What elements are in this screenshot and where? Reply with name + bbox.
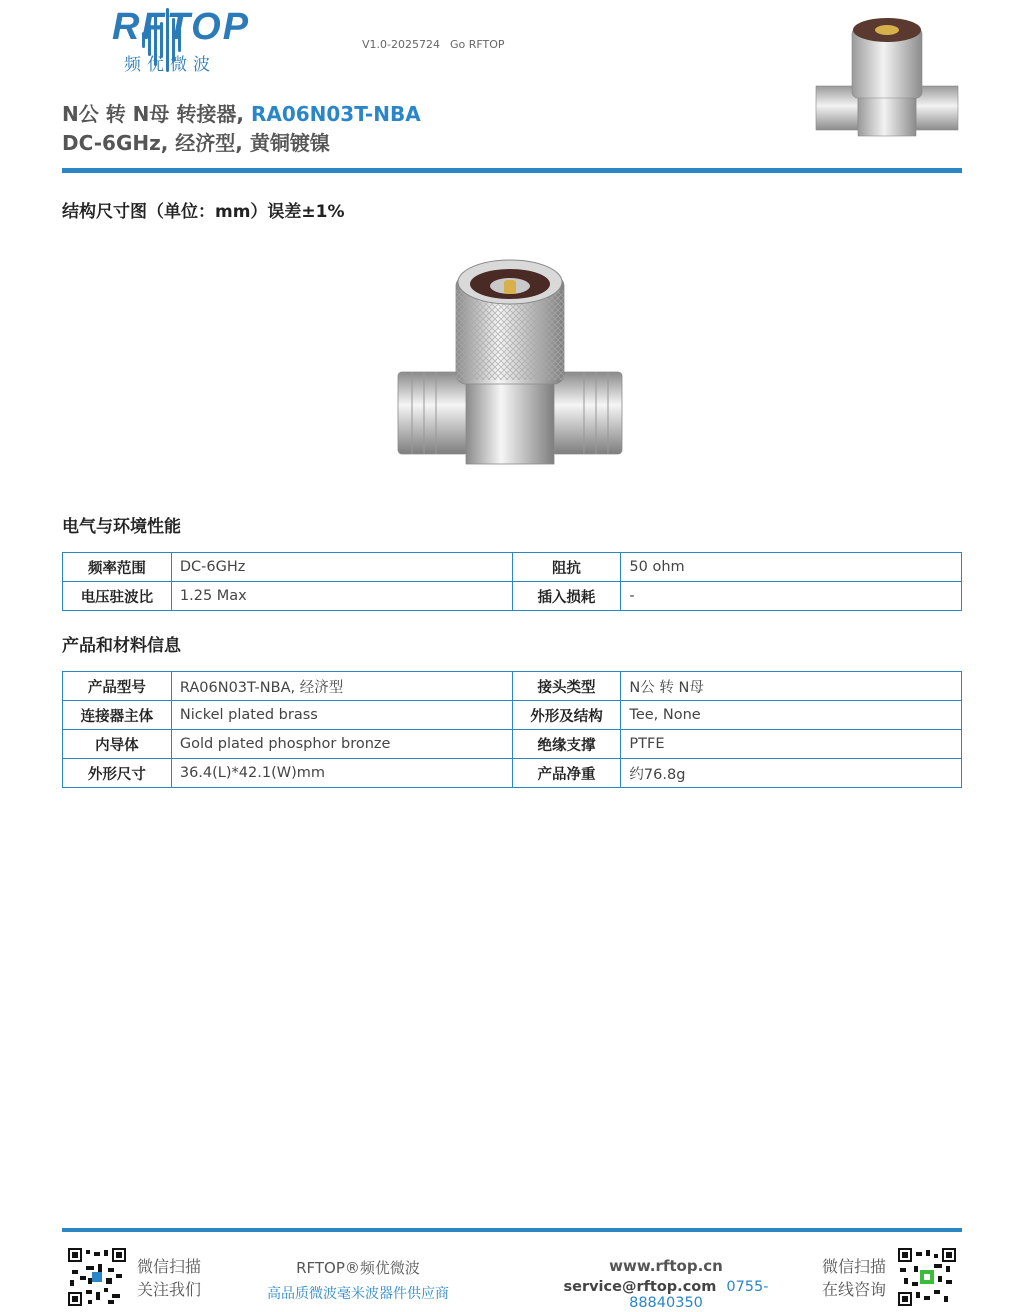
product-photo-image (390, 250, 630, 490)
header-divider (62, 168, 962, 173)
spec-value: 36.4(L)*42.1(W)mm (171, 759, 512, 788)
spec-label: 阻抗 (512, 553, 621, 582)
logo-text: RFTOP (112, 6, 251, 48)
footer-website-link[interactable]: www.rftop.cn (609, 1257, 723, 1275)
spec-value: 1.25 Max (171, 582, 512, 611)
spec-value: N公 转 N母 (621, 672, 962, 701)
spec-label: 电压驻波比 (63, 582, 172, 611)
spec-label: 内导体 (63, 730, 172, 759)
spec-value: Tee, None (621, 701, 962, 730)
footer-brand: RFTOP®频优微波 (296, 1259, 420, 1277)
spec-label: 连接器主体 (63, 701, 172, 730)
section-dimensions-title: 结构尺寸图（单位：mm）误差±1% (62, 202, 345, 222)
table-row (63, 672, 962, 701)
version-number: V1.0-2025724 (362, 38, 440, 51)
table-row (63, 730, 962, 759)
spec-value: RA06N03T-NBA, 经济型 (171, 672, 512, 701)
footer-left-label-2: 关注我们 (137, 1280, 202, 1299)
footer-brand-block (258, 1257, 458, 1303)
product-spec-table (62, 671, 962, 788)
footer-right-label (822, 1255, 886, 1301)
qr-code-icon[interactable] (68, 1248, 126, 1306)
qr-code-icon[interactable] (898, 1248, 956, 1306)
spec-value: 50 ohm (621, 553, 962, 582)
spec-label: 产品净重 (512, 759, 621, 788)
product-thumbnail-image (812, 8, 962, 148)
logo-subtitle: 频优微波 (124, 55, 216, 75)
spec-value: 约76.8g (621, 759, 962, 788)
footer-left-label-1: 微信扫描 (137, 1257, 202, 1276)
spec-label: 绝缘支撑 (512, 730, 621, 759)
spec-label: 外形尺寸 (63, 759, 172, 788)
footer-contact-block (530, 1257, 802, 1311)
spec-value: - (621, 582, 962, 611)
table-row (63, 759, 962, 788)
footer-slogan: 高品质微波毫米波器件供应商 (267, 1286, 449, 1302)
title-prefix: N公 转 N母 转接器, (62, 102, 251, 126)
page-title (62, 98, 421, 127)
model-number: RA06N03T-NBA (250, 102, 421, 126)
footer-phone: 0755-88840350 (629, 1279, 769, 1311)
electrical-spec-table (62, 552, 962, 611)
spec-value: PTFE (621, 730, 962, 759)
spec-label: 产品型号 (63, 672, 172, 701)
company-name: Go RFTOP (449, 38, 505, 51)
section-electrical-title: 电气与环境性能 (62, 517, 181, 537)
footer-divider (62, 1228, 962, 1232)
version-line (362, 38, 505, 51)
table-row (63, 701, 962, 730)
spec-value: Gold plated phosphor bronze (171, 730, 512, 759)
spec-value: Nickel plated brass (171, 701, 512, 730)
footer-right-label-1: 微信扫描 (822, 1257, 887, 1276)
footer-contact-line (530, 1279, 802, 1311)
spec-label: 频率范围 (63, 553, 172, 582)
spec-label: 外形及结构 (512, 701, 621, 730)
spec-value: DC-6GHz (171, 553, 512, 582)
page-subtitle: DC-6GHz, 经济型, 黄铜镀镍 (62, 131, 330, 155)
table-row (63, 582, 962, 611)
table-row (63, 553, 962, 582)
footer-right-label-2: 在线咨询 (822, 1280, 887, 1299)
footer-email-link[interactable]: service@rftop.com (563, 1279, 717, 1295)
spec-label: 接头类型 (512, 672, 621, 701)
footer-left-label (137, 1255, 201, 1301)
spec-label: 插入损耗 (512, 582, 621, 611)
section-product-title: 产品和材料信息 (62, 636, 181, 656)
